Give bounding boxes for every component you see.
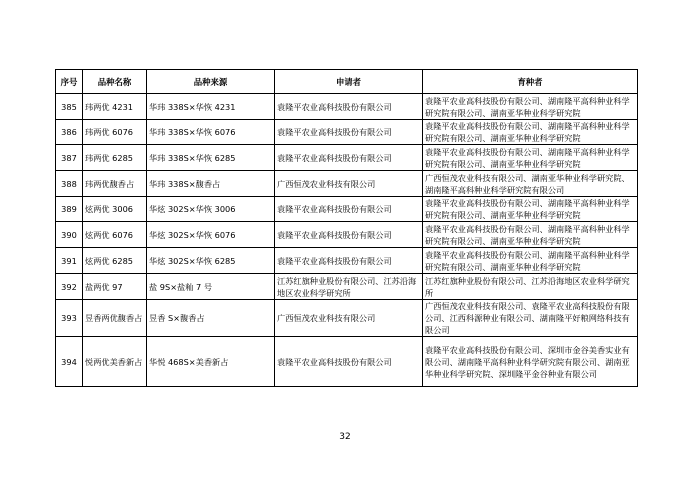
cell-serial: 388: [56, 171, 83, 197]
cell-applicant: 江苏红旗种业股份有限公司、江苏沿海地区农业科学研究所: [275, 274, 423, 300]
cell-variety-source: 昱香 S×馥香占: [147, 300, 275, 337]
cell-variety-name: 玮两优 6285: [83, 145, 147, 171]
cell-applicant: 袁隆平农业高科技股份有限公司: [275, 94, 423, 120]
cell-variety-source: 华炫 302S×华恢 6076: [147, 222, 275, 248]
table-row: [56, 300, 638, 337]
table-row: [56, 337, 638, 387]
cell-applicant: 袁隆平农业高科技股份有限公司: [275, 337, 423, 387]
cell-variety-name: 悦两优美香新占: [83, 337, 147, 387]
cell-breeder: 袁隆平农业高科技股份有限公司、湖南隆平高科种业科学研究院有限公司、湖南亚华种业科学研究院: [423, 248, 638, 274]
table-header-row: [56, 70, 638, 94]
table-row: [56, 145, 638, 171]
cell-applicant: 袁隆平农业高科技股份有限公司: [275, 222, 423, 248]
header-serial: 序号: [56, 70, 83, 94]
header-breeder: 育种者: [423, 70, 638, 94]
page-number: 32: [339, 432, 351, 442]
cell-variety-source: 华玮 338S×华恢 6285: [147, 145, 275, 171]
header-applicant: 申请者: [275, 70, 423, 94]
table-row: [56, 171, 638, 197]
cell-variety-source: 华炫 302S×华恢 3006: [147, 197, 275, 222]
cell-breeder: 袁隆平农业高科技股份有限公司、湖南隆平高科种业科学研究院有限公司、湖南亚华种业科学研究院: [423, 94, 638, 120]
cell-variety-name: 炫两优 6076: [83, 222, 147, 248]
table-row: [56, 94, 638, 120]
cell-applicant: 广西恒茂农业科技有限公司: [275, 300, 423, 337]
cell-breeder: 袁隆平农业高科技股份有限公司、湖南隆平高科种业科学研究院有限公司、湖南亚华种业科学研究院: [423, 197, 638, 222]
cell-breeder: 袁隆平农业高科技股份有限公司、湖南隆平高科种业科学研究院有限公司、湖南亚华种业科学研究院: [423, 145, 638, 171]
cell-applicant: 袁隆平农业高科技股份有限公司: [275, 197, 423, 222]
cell-serial: 393: [56, 300, 83, 337]
cell-variety-source: 华玮 338S×华恢 4231: [147, 94, 275, 120]
cell-variety-name: 玮两优馥香占: [83, 171, 147, 197]
cell-variety-name: 盐两优 97: [83, 274, 147, 300]
cell-breeder: 袁隆平农业高科技股份有限公司、湖南隆平高科种业科学研究院有限公司、湖南亚华种业科学研究院: [423, 222, 638, 248]
cell-serial: 386: [56, 120, 83, 145]
variety-table: [55, 69, 638, 387]
table-row: [56, 120, 638, 145]
table-row: [56, 222, 638, 248]
cell-serial: 389: [56, 197, 83, 222]
cell-variety-source: 华玮 338S×馥香占: [147, 171, 275, 197]
table-row: [56, 248, 638, 274]
cell-serial: 392: [56, 274, 83, 300]
cell-variety-name: 玮两优 4231: [83, 94, 147, 120]
cell-variety-source: 华炫 302S×华恢 6285: [147, 248, 275, 274]
cell-breeder: 广西恒茂农业科技有限公司、袁隆平农业高科技股份有限公司、江西科源种业有限公司、湖南隆平好粮网络科技有限公司: [423, 300, 638, 337]
cell-variety-name: 炫两优 3006: [83, 197, 147, 222]
cell-variety-name: 炫两优 6285: [83, 248, 147, 274]
table-row: [56, 197, 638, 222]
cell-breeder: 江苏红旗种业股份有限公司、江苏沿海地区农业科学研究所: [423, 274, 638, 300]
header-variety-source: 品种来源: [147, 70, 275, 94]
cell-variety-source: 华玮 338S×华恢 6076: [147, 120, 275, 145]
cell-applicant: 广西恒茂农业科技有限公司: [275, 171, 423, 197]
cell-serial: 391: [56, 248, 83, 274]
cell-breeder: 广西恒茂农业科技有限公司、湖南亚华种业科学研究院、湖南隆平高科种业科学研究院有限公司: [423, 171, 638, 197]
header-variety-name: 品种名称: [83, 70, 147, 94]
cell-serial: 387: [56, 145, 83, 171]
cell-variety-source: 华悦 468S×美香新占: [147, 337, 275, 387]
cell-serial: 390: [56, 222, 83, 248]
cell-variety-name: 昱香两优馥香占: [83, 300, 147, 337]
table-row: [56, 274, 638, 300]
cell-applicant: 袁隆平农业高科技股份有限公司: [275, 120, 423, 145]
cell-applicant: 袁隆平农业高科技股份有限公司: [275, 248, 423, 274]
cell-variety-source: 盐 9S×盐籼 7 号: [147, 274, 275, 300]
cell-serial: 385: [56, 94, 83, 120]
cell-applicant: 袁隆平农业高科技股份有限公司: [275, 145, 423, 171]
cell-variety-name: 玮两优 6076: [83, 120, 147, 145]
cell-serial: 394: [56, 337, 83, 387]
cell-breeder: 袁隆平农业高科技股份有限公司、湖南隆平高科种业科学研究院有限公司、湖南亚华种业科学研究院: [423, 120, 638, 145]
cell-breeder: 袁隆平农业高科技股份有限公司、深圳市金谷美香实业有限公司、湖南隆平高科种业科学研究院有限公司、湖南亚华种业科学研究院、深圳隆平金谷种业有限公司: [423, 337, 638, 387]
